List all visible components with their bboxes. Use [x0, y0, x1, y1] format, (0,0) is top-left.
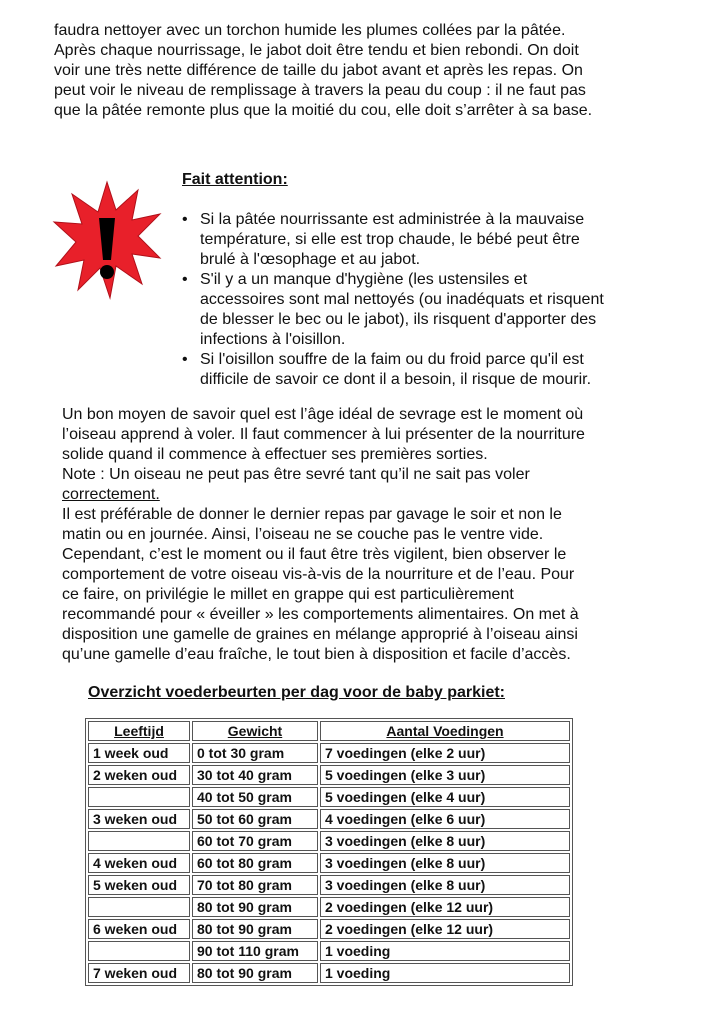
cell-age [88, 941, 190, 961]
cell-age [88, 787, 190, 807]
body-line: matin ou en journée. Ainsi, l’oiseau ne se couche pas le ventre vide. [62, 526, 544, 543]
table-row [88, 831, 570, 851]
intro-paragraph [54, 21, 592, 121]
table-row [88, 919, 570, 939]
body-line: ce faire, on privilégie le millet en grappe qui est particulièrement [62, 586, 514, 603]
cell-age: 1 week oud [88, 743, 190, 763]
table-row [88, 765, 570, 785]
cell-age: 3 weken oud [88, 809, 190, 829]
table-row [88, 897, 570, 917]
warning-line: Si la pâtée nourrissante est administrée à la mauvaise [200, 211, 585, 228]
warning-line: brulé à l'œsophage et au jabot. [200, 251, 421, 268]
header-feedings: Aantal Voedingen [320, 721, 570, 741]
body-line: Il est préférable de donner le dernier repas par gavage le soir et non le [62, 506, 562, 523]
cell-feedings: 1 voeding [320, 963, 570, 983]
bullet-icon: • [182, 211, 188, 228]
cell-age: 2 weken oud [88, 765, 190, 785]
bullet-icon: • [182, 271, 188, 288]
cell-feedings: 3 voedingen (elke 8 uur) [320, 875, 570, 895]
cell-weight: 80 tot 90 gram [192, 919, 318, 939]
cell-age: 4 weken oud [88, 853, 190, 873]
warning-item [182, 210, 604, 270]
table-title: Overzicht voederbeurten per dag voor de baby parkiet: [88, 684, 505, 701]
intro-line: Après chaque nourrissage, le jabot doit être tendu et bien rebondi. On doit [54, 42, 579, 59]
header-age: Leeftijd [88, 721, 190, 741]
cell-feedings: 2 voedingen (elke 12 uur) [320, 897, 570, 917]
cell-feedings: 3 voedingen (elke 8 uur) [320, 831, 570, 851]
bullet-icon: • [182, 351, 188, 368]
warning-line: infections à l'oisillon. [200, 331, 346, 348]
cell-feedings: 5 voedingen (elke 3 uur) [320, 765, 570, 785]
warning-exclamation-icon [52, 180, 162, 300]
warning-line: S'il y a un manque d'hygiène (les ustensiles et [200, 271, 528, 288]
intro-line: peut voir le niveau de remplissage à travers la peau du coup : il ne faut pas [54, 82, 586, 99]
table-row [88, 853, 570, 873]
warning-item [182, 350, 604, 390]
cell-feedings: 1 voeding [320, 941, 570, 961]
cell-weight: 40 tot 50 gram [192, 787, 318, 807]
warning-line: Si l'oisillon souffre de la faim ou du froid parce qu'il est [200, 351, 584, 368]
exclamation-dot [100, 265, 114, 279]
warning-line: difficile de savoir ce dont il a besoin, il risque de mourir. [200, 371, 592, 388]
cell-weight: 30 tot 40 gram [192, 765, 318, 785]
weaning-paragraph [62, 405, 585, 665]
cell-weight: 70 tot 80 gram [192, 875, 318, 895]
body-line: comportement de votre oiseau vis-à-vis de la nourriture et de l’eau. Pour [62, 566, 575, 583]
intro-line: faudra nettoyer avec un torchon humide les plumes collées par la pâtée. [54, 22, 566, 39]
table-row [88, 743, 570, 763]
cell-age [88, 897, 190, 917]
warning-line: température, si elle est trop chaude, le bébé peut être [200, 231, 580, 248]
cell-weight: 60 tot 80 gram [192, 853, 318, 873]
cell-age [88, 831, 190, 851]
intro-line: voir une très nette différence de taille du jabot avant et après les repas. On [54, 62, 583, 79]
table-row [88, 809, 570, 829]
body-line: qu’une gamelle d’eau fraîche, le tout bien à disposition et facile d’accès. [62, 646, 571, 663]
warning-item [182, 270, 604, 350]
cell-weight: 60 tot 70 gram [192, 831, 318, 851]
table-header-row [88, 721, 570, 741]
cell-feedings: 4 voedingen (elke 6 uur) [320, 809, 570, 829]
cell-age: 5 weken oud [88, 875, 190, 895]
cell-feedings: 5 voedingen (elke 4 uur) [320, 787, 570, 807]
warning-title: Fait attention: [182, 171, 288, 188]
body-line: recommandé pour « éveiller » les comportements alimentaires. On met à [62, 606, 579, 623]
warning-list [182, 210, 604, 390]
table-row [88, 875, 570, 895]
cell-age: 6 weken oud [88, 919, 190, 939]
table-row [88, 941, 570, 961]
body-line: Note : Un oiseau ne peut pas être sevré tant qu’il ne sait pas voler [62, 466, 530, 483]
warning-line: de blesser le bec ou le jabot), ils risquent d'apporter des [200, 311, 597, 328]
body-line: Cependant, c’est le moment ou il faut être très vigilent, bien observer le [62, 546, 567, 563]
cell-weight: 0 tot 30 gram [192, 743, 318, 763]
cell-weight: 80 tot 90 gram [192, 963, 318, 983]
cell-weight: 90 tot 110 gram [192, 941, 318, 961]
cell-weight: 50 tot 60 gram [192, 809, 318, 829]
body-line: correctement. [62, 486, 160, 503]
body-line: l’oiseau apprend à voler. Il faut commencer à lui présenter de la nourriture [62, 426, 585, 443]
header-weight: Gewicht [192, 721, 318, 741]
cell-feedings: 3 voedingen (elke 8 uur) [320, 853, 570, 873]
body-line: Un bon moyen de savoir quel est l’âge idéal de sevrage est le moment où [62, 406, 584, 423]
body-line: disposition une gamelle de graines en mélange approprié à l’oiseau ainsi [62, 626, 578, 643]
table-row [88, 787, 570, 807]
cell-feedings: 2 voedingen (elke 12 uur) [320, 919, 570, 939]
intro-line: que la pâtée remonte plus que la moitié du cou, elle doit s’arrêter à sa base. [54, 102, 593, 119]
cell-weight: 80 tot 90 gram [192, 897, 318, 917]
cell-age: 7 weken oud [88, 963, 190, 983]
feeding-table [85, 718, 573, 986]
warning-line: accessoires sont mal nettoyés (ou inadéquats et risquent [200, 291, 604, 308]
cell-feedings: 7 voedingen (elke 2 uur) [320, 743, 570, 763]
body-line: solide quand il commence à effectuer ses premières sorties. [62, 446, 488, 463]
table-row [88, 963, 570, 983]
